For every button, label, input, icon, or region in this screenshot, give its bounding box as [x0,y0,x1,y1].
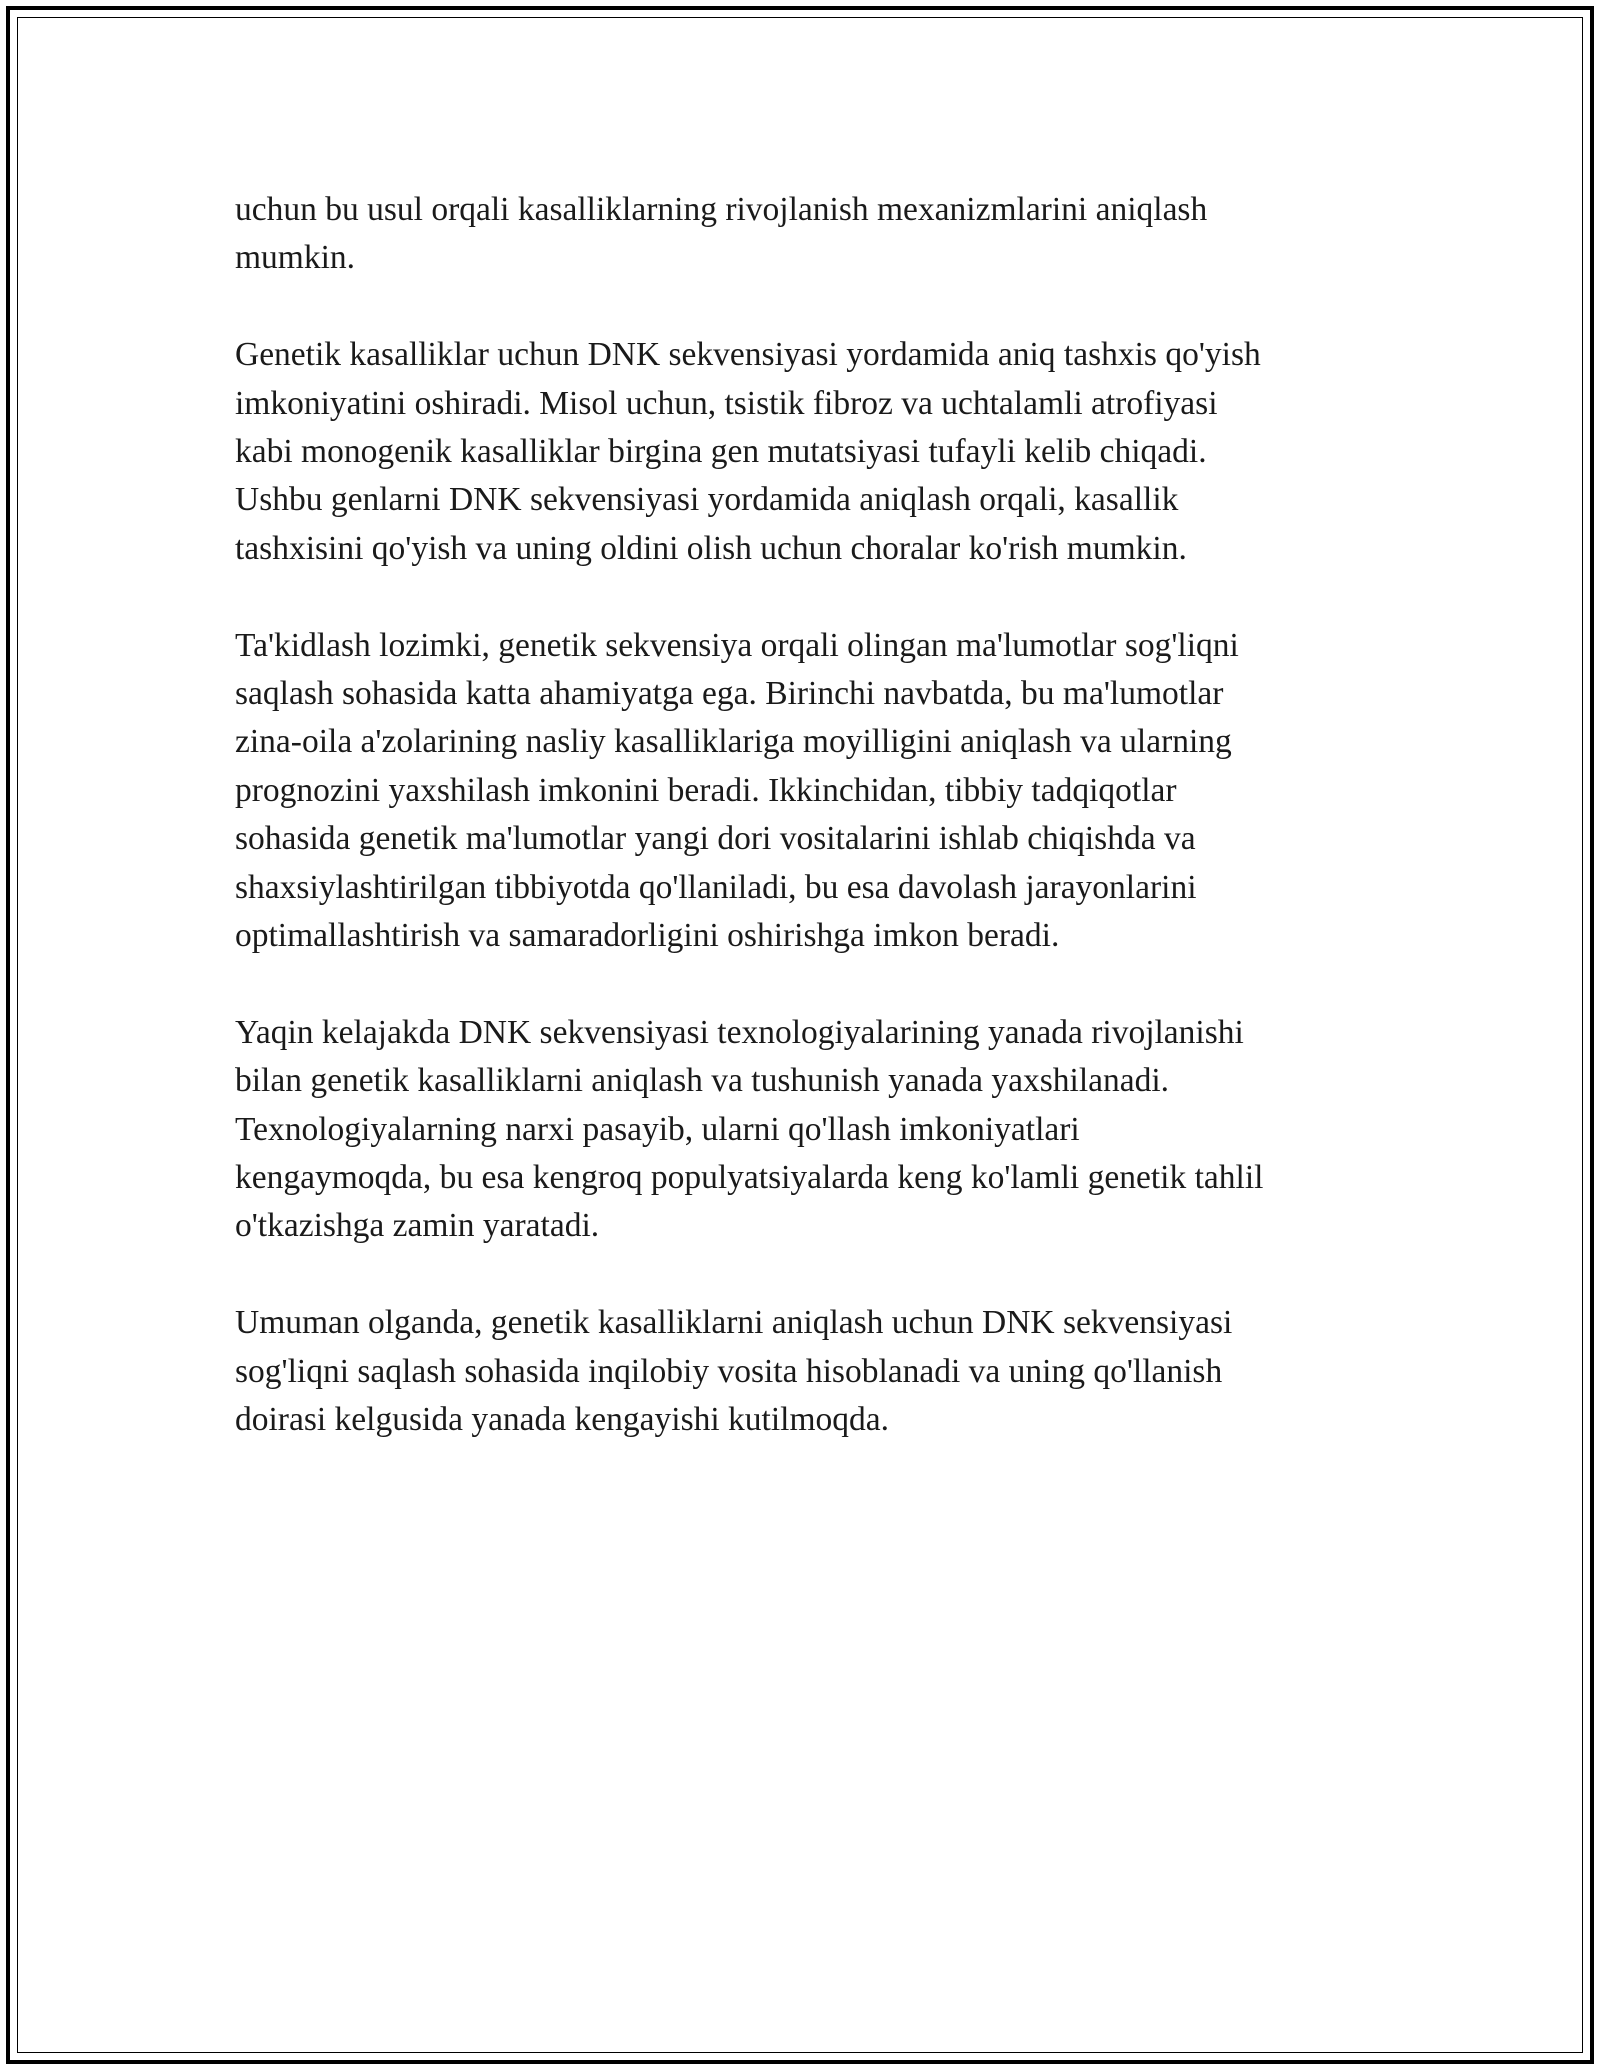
paragraph-4: Yaqin kelajakda DNK sekvensiyasi texnologiyalarining yanada rivojlanishi bilan genetik kasalliklarni aniqlash va tushunish yanada yaxshilanadi. Texnologiyalarning narxi pasayib, ularni qo'llash imkoniyatlari kengaymoqda, bu esa kengroq populyatsiyalarda keng ko'lamli genetik tahlil o'tkazishga zamin yaratadi. [235,1013,1264,1245]
paragraph-3: Ta'kidlash lozimki, genetik sekvensiya orqali olingan ma'lumotlar sog'liqni saqlash sohasida katta ahamiyatga ega. Birinchi navbatda, bu ma'lumotlar zina-oila a'zolarining nasliy kasalliklariga moyilligini aniqlash va ularning prognozini yaxshilash imkonini beradi. Ikkinchidan, tibbiy tadqiqotlar sohasida genetik ma'lumotlar yangi dori vositalarini ishlab chiqishda va shaxsiylashtirilgan tibbiyotda qo'llaniladi, bu esa davolash jarayonlarini optimallashtirish va samaradorligini oshirishga imkon beradi. [235,626,1239,955]
paragraph-5: Umuman olganda, genetik kasalliklarni aniqlash uchun DNK sekvensiyasi sog'liqni saqlash sohasida inqilobiy vosita hisoblanadi va uning qo'llanish doirasi kelgusida yanada kengayishi kutilmoqda. [235,1304,1233,1439]
paragraph-2: Genetik kasalliklar uchun DNK sekvensiyasi yordamida aniq tashxis qo'yish imkoniyatini oshiradi. Misol uchun, tsistik fibroz va uchtalamli atrofiyasi kabi monogenik kasalliklar birgina gen mutatsiyasi tufayli kelib chiqadi. Ushbu genlarni DNK sekvensiyasi yordamida aniqlash orqali, kasallik tashxisini qo'yish va uning oldini olish uchun choralar ko'rish mumkin. [235,336,1261,567]
document-body [235,186,1375,1493]
paragraph-1: uchun bu usul orqali kasalliklarning rivojlanish mexanizmlarini aniqlash mumkin. [235,191,1208,277]
